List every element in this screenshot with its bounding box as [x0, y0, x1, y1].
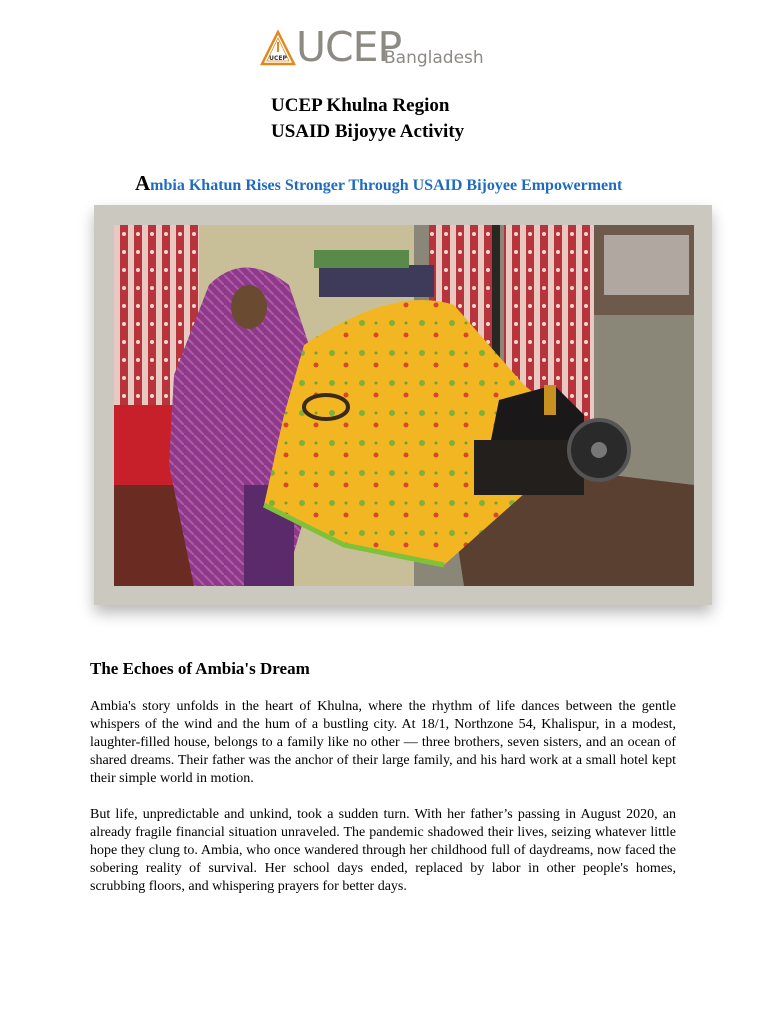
ucep-triangle-icon — [260, 30, 296, 66]
title-dropcap: A — [135, 171, 151, 195]
activity-heading: USAID Bijoyye Activity — [271, 121, 465, 142]
story-paragraph-1: Ambia's story unfolds in the heart of Khulna, where the rhythm of life dances between the gentle whispers of the wind and the hum of a bustling city. At 18/1, Northzone 54, Khalispur, in a modest, laughter-filled house, belongs to a family like no other — three brothers, seven sisters, and an ocean of shared dreams. Their father was the anchor of their large family, and his hard work at a small hotel kept their simple world in motion. — [90, 699, 676, 786]
story-photo — [114, 225, 694, 586]
story-title — [135, 171, 622, 198]
logo-mark-text: UCEP — [269, 55, 287, 62]
logo-brand-text: UCEP — [296, 23, 402, 71]
region-heading: UCEP Khulna Region — [271, 95, 450, 116]
story-paragraph-2: But life, unpredictable and unkind, took a sudden turn. With her father’s passing in August 2020, an already fragile financial situation unraveled. The pandemic shadowed their lives, seizing whatever little hope they clung to. Ambia, who once wandered through her childhood full of daydreams, now faced the sobering reality of survival. Her school days ended, replaced by labor in other people's homes, scrubbing floors, and whispering prayers for better days. — [90, 807, 676, 894]
title-text: mbia Khatun Rises Stronger Through USAID Bijoyee Empowerment — [150, 177, 623, 194]
section-title: The Echoes of Ambia's Dream — [90, 659, 310, 678]
logo-country-text: Bangladesh — [384, 48, 484, 68]
ucep-logo — [260, 23, 490, 74]
photo-illustration — [114, 225, 694, 586]
photo-frame — [94, 205, 712, 605]
